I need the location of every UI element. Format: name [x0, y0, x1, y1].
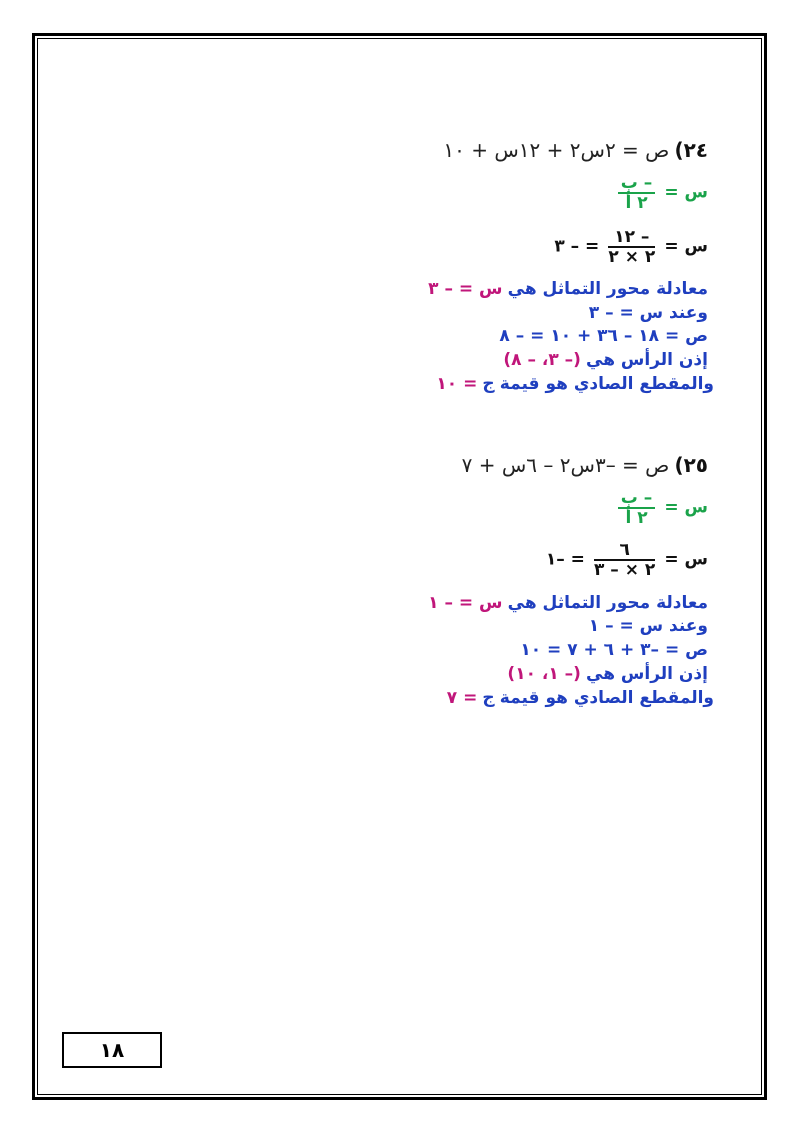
sub-denominator: ٢ × ٢ — [608, 247, 656, 267]
at-x-line — [589, 303, 708, 323]
y-calc: ص = –٣ + ٦ + ٧ = ١٠ — [520, 640, 708, 660]
problem-number: ٢٤) — [674, 138, 708, 162]
sub-fraction — [594, 541, 655, 579]
intercept-label: والمقطع الصادي هو قيمة — [499, 374, 714, 394]
vertex-label: إذن الرأس هي — [586, 350, 708, 370]
axis-value: س = – ١ — [428, 593, 503, 613]
axis-label: معادلة محور التماثل هي — [507, 593, 708, 613]
at-x-line — [589, 616, 708, 636]
formula-lhs: س = — [664, 497, 708, 518]
at-x: وعند س = – ٣ — [588, 303, 708, 323]
sub-numerator: ٦ — [594, 541, 655, 561]
vertex-formula — [614, 489, 708, 527]
substitution — [554, 228, 708, 266]
formula-numerator: – ب — [618, 489, 656, 509]
intercept-value: = ١٠ — [436, 374, 478, 394]
axis-line — [428, 593, 708, 613]
formula-numerator: – ب — [618, 174, 656, 194]
axis-value: س = – ٣ — [428, 279, 503, 299]
sub-denominator: ٢ × – ٣ — [594, 560, 656, 580]
substitution — [546, 541, 708, 579]
sub-lhs: س = — [664, 549, 708, 570]
vertex-line — [503, 350, 708, 370]
sub-result: = –١ — [545, 549, 585, 570]
problem-header — [443, 138, 708, 162]
formula-denominator: ٢ أ — [625, 508, 648, 528]
y-calc: ص = ١٨ – ٣٦ + ١٠ = – ٨ — [499, 326, 708, 346]
sub-fraction — [608, 228, 655, 266]
intercept-symbol: ج — [482, 374, 495, 394]
problem-number: ٢٥) — [674, 453, 708, 477]
vertex-value: (– ٣، – ٨) — [503, 350, 581, 370]
sub-numerator: – ١٢ — [608, 228, 655, 248]
intercept-label: والمقطع الصادي هو قيمة — [499, 688, 714, 708]
intercept-line — [436, 374, 714, 394]
vertex-formula — [614, 174, 708, 212]
problem-25 — [288, 453, 714, 793]
problem-header — [462, 453, 708, 477]
intercept-line — [447, 688, 714, 708]
y-calc-line — [499, 326, 708, 346]
problem-equation: ص = –٣س٢ – ٦س + ٧ — [461, 453, 670, 477]
problem-24 — [288, 138, 714, 478]
sub-result: = – ٣ — [554, 236, 600, 257]
formula-fraction — [618, 489, 656, 527]
intercept-value: = ٧ — [446, 688, 478, 708]
formula-lhs: س = — [664, 182, 708, 203]
at-x: وعند س = – ١ — [588, 616, 708, 636]
intercept-symbol: ج — [482, 688, 495, 708]
sub-lhs: س = — [664, 236, 708, 257]
page-number: ١٨ — [62, 1032, 162, 1068]
vertex-value: (– ١، ١٠) — [507, 664, 581, 684]
formula-denominator: ٢ أ — [625, 193, 648, 213]
problem-equation: ص = ٢س٢ + ١٢س + ١٠ — [443, 138, 670, 162]
axis-label: معادلة محور التماثل هي — [507, 279, 708, 299]
formula-fraction — [618, 174, 656, 212]
vertex-line — [507, 664, 708, 684]
axis-line — [428, 279, 708, 299]
y-calc-line — [520, 640, 708, 660]
vertex-label: إذن الرأس هي — [586, 664, 708, 684]
